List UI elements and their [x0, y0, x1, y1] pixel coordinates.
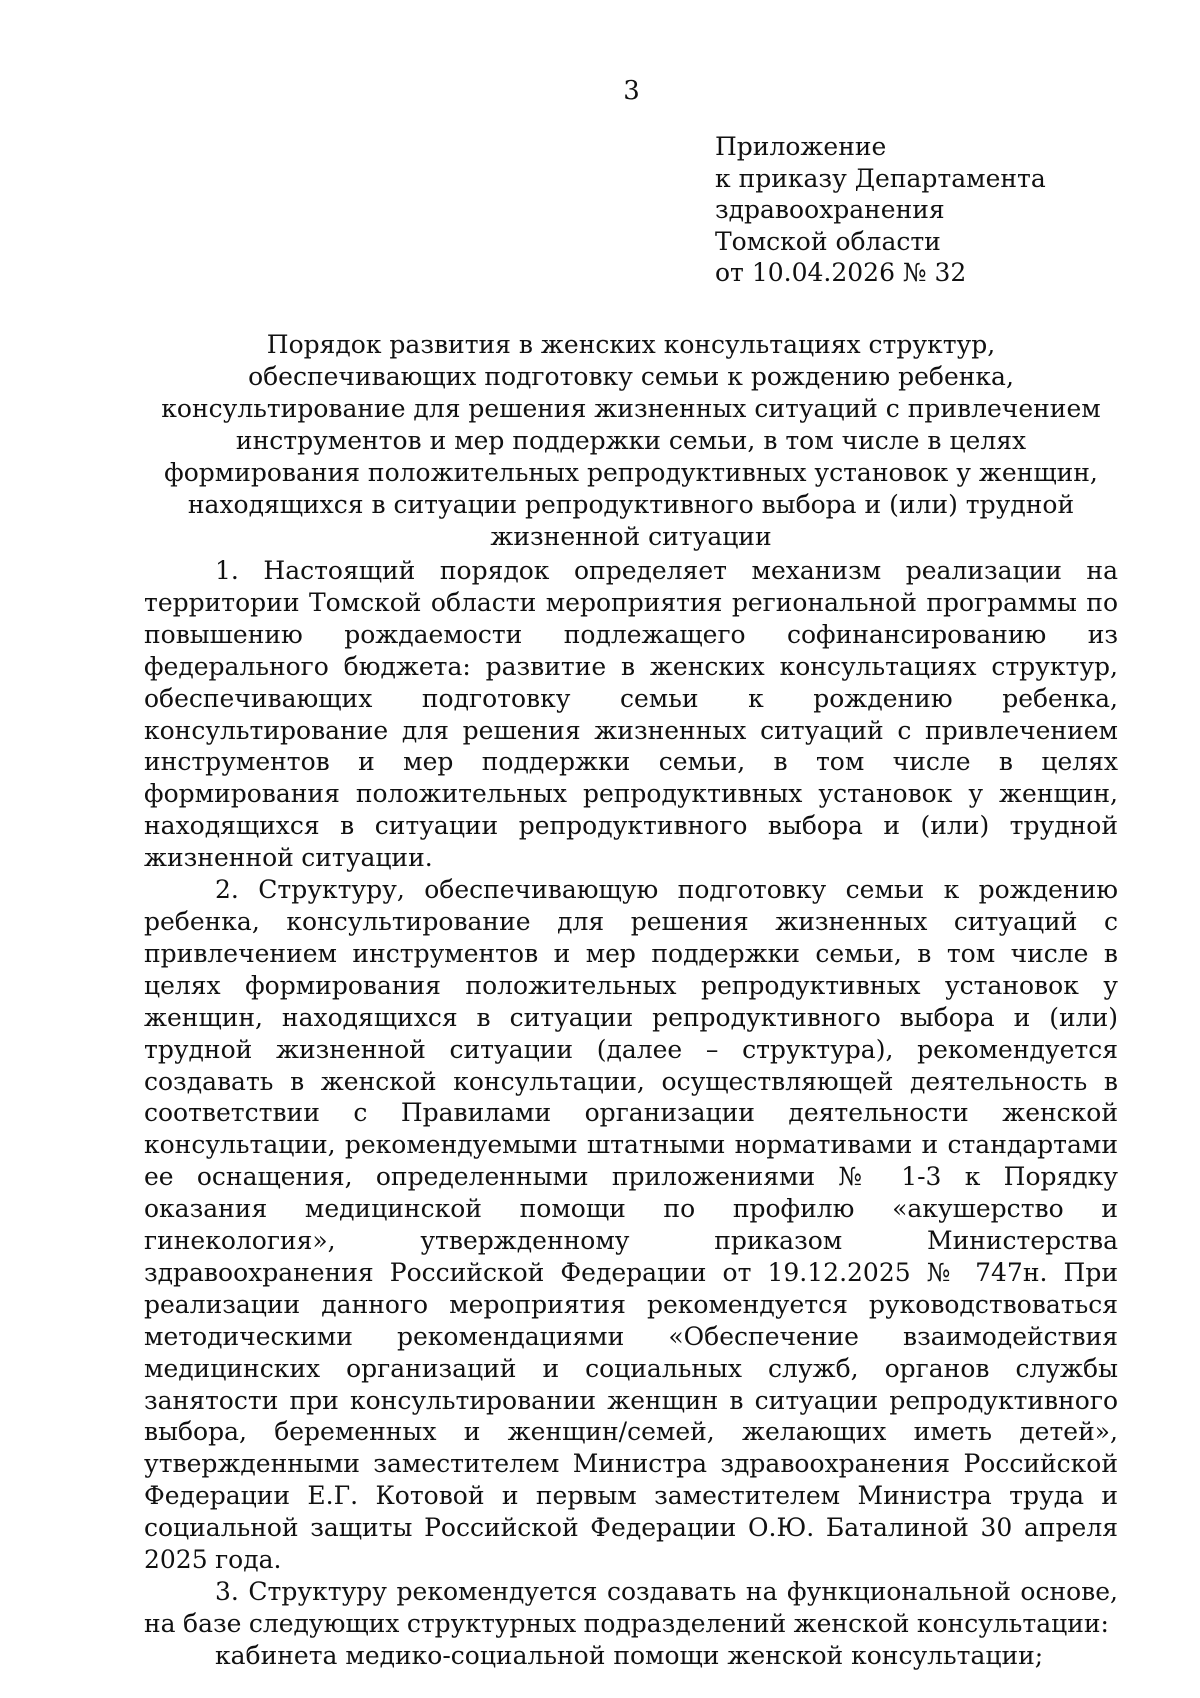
- appendix-line: Томской области: [715, 226, 941, 256]
- appendix-line: здравоохранения: [715, 195, 945, 225]
- paragraph-2: 2. Структуру, обеспечивающую подготовку семьи к рождению ребенка, консультирование для решения жизненных ситуаций с привлечением инструментов и мер поддержки семьи, в том числе в целях формирования положительных репродуктивных установок у женщин, находящихся в ситуации репродуктивного выбора и (или) трудной жизненной ситуации (далее – структура), рекомендуется создавать в женской консультации, осуществляющей деятельность в соответствии с Правилами организации деятельности женской консультации, рекомендуемыми штатными нормативами и стандартами ее оснащения, определенными приложениями № 1-3 к Порядку оказания медицинской помощи по профилю «акушерство и гинекология», утвержденному приказом Министерства здравоохранения Российской Федерации от 19.12.2025 № 747н. При реализации данного мероприятия рекомендуется руководствоваться методическими рекомендациями «Обеспечение взаимодействия медицинских организаций и социальных служб, органов службы занятости при консультировании женщин в ситуации репродуктивного выбора, беременных и женщин/семей, желающих иметь детей», утвержденными заместителем Министра здравоохранения Российской Федерации Е.Г. Котовой и первым заместителем Министра труда и социальной защиты Российской Федерации О.Ю. Баталиной 30 апреля 2025 года.: [144, 875, 1118, 1575]
- document-body: [144, 555, 1118, 1672]
- appendix-line: Приложение: [715, 132, 887, 161]
- document-title: Порядок развития в женских консультациях структур, обеспечивающих подготовку семьи к рождению ребенка, консультирование для решения жизненных ситуаций с привлечением инструментов и мер поддержки семьи, в том числе в целях формирования положительных репродуктивных установок у женщин, находящихся в ситуации репродуктивного выбора и (или) трудной жизненной ситуации: [161, 330, 1101, 551]
- appendix-line: к приказу Департамента: [715, 163, 1046, 193]
- page-number: 3: [623, 76, 640, 106]
- list-item: кабинета медико-социальной помощи женской консультации;: [215, 1640, 1044, 1670]
- paragraph-3: 3. Структуру рекомендуется создавать на функциональной основе, на базе следующих структурных подразделений женской консультации:: [144, 1577, 1118, 1638]
- paragraph-1: 1. Настоящий порядок определяет механизм реализации на территории Томской области мероприятия региональной программы по повышению рождаемости подлежащего софинансированию из федерального бюджета: развитие в женских консультациях структур, обеспечивающих подготовку семьи к рождению ребенка, консультирование для решения жизненных ситуаций с привлечением инструментов и мер поддержки семьи, в том числе в целях формирования положительных репродуктивных установок у женщин, находящихся в ситуации репродуктивного выбора и (или) трудной жизненной ситуации.: [144, 556, 1118, 873]
- appendix-header: [715, 131, 1046, 289]
- appendix-line: от 10.04.2026 № 32: [715, 258, 967, 288]
